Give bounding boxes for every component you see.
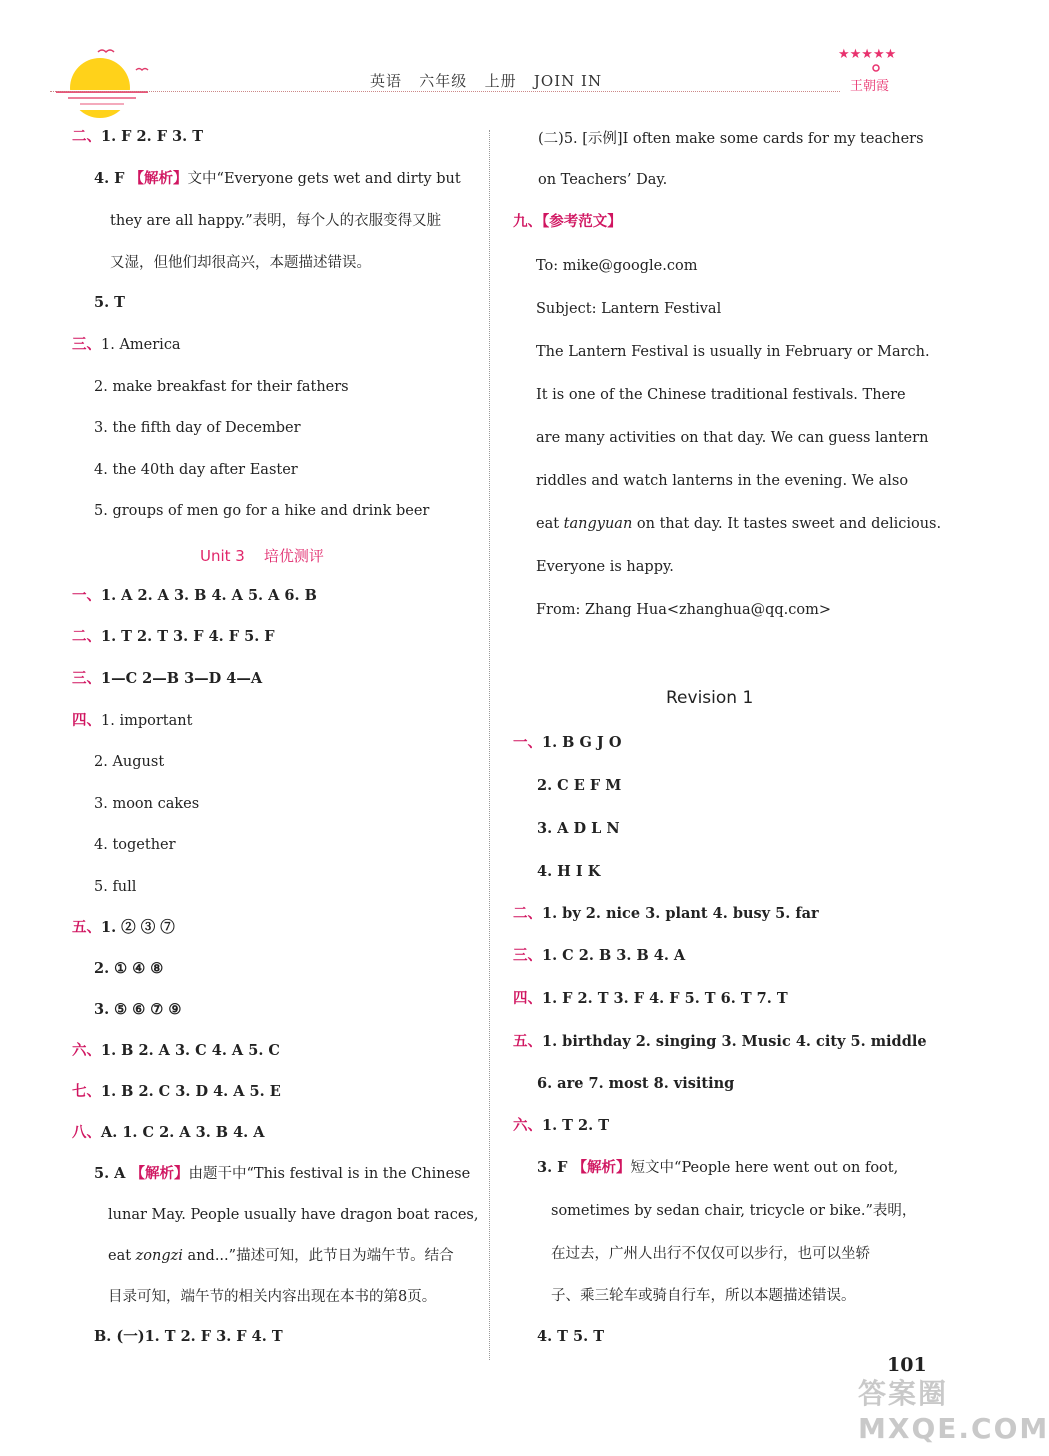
answer-line [72,628,275,646]
section-number: 五、 [513,1033,542,1050]
unit-title: Unit 3 培优测评 [200,547,324,565]
answer-text: 1. A 2. A 3. B 4. A 5. A 6. B [101,587,317,604]
analysis-tag: 【解析】 [572,1159,631,1176]
answer-line [537,1159,898,1177]
answer-line: 2. C E F M [537,777,622,794]
answer-text: 1. B G J O [542,734,622,751]
essay-line: It is one of the Chinese traditional festivals. There [536,387,906,403]
watermark: 答案圈 MXQE.COM [858,1377,1049,1445]
answer-line: B. (一)1. T 2. F 3. F 4. T [94,1328,283,1345]
answer-line: 子、乘三轮车或骑自行车，所以本题描述错误。 [551,1288,856,1304]
section-number: 三、 [72,336,101,353]
answer-line: 3. A D L N [537,820,620,837]
answer-line: (二)5. [示例]I often make some cards for my teachers [538,131,924,147]
essay-line: are many activities on that day. We can guess lantern [536,430,929,446]
answer-text: 1. by 2. nice 3. plant 4. busy 5. far [542,905,819,922]
answer-line: 6. are 7. most 8. visiting [537,1075,735,1092]
answer-line [72,670,262,688]
answer-line: 3. ⑤ ⑥ ⑦ ⑨ [94,1001,182,1018]
answer-text: 1—C 2—B 3—D 4—A [101,670,263,687]
text-part: on that day. It tastes sweet and delicious. [632,516,942,532]
answer-line [72,128,203,146]
analysis-tag: 【解析】 [130,1165,189,1182]
revision-title: Revision 1 [666,688,754,708]
answer-text: 1. B 2. A 3. C 4. A 5. C [101,1042,280,1059]
section-number: 九、 [513,213,542,230]
essay-line: riddles and watch lanterns in the evening. We also [536,473,909,489]
header-title: 英语 六年级 上册 JOIN IN [370,72,603,90]
column-divider [489,130,490,1360]
answer-line: 4. together [94,837,176,853]
answer-line [513,905,819,923]
answer-line: 5. groups of men go for a hike and drink beer [94,503,430,519]
answer-text: 1. C 2. B 3. B 4. A [542,947,686,964]
section-number: 六、 [72,1042,101,1059]
answer-text: A. 1. C 2. A 3. B 4. A [101,1124,265,1141]
answer-line [513,734,621,752]
answer-line: 4. H I K [537,863,601,880]
answer-line [72,1042,280,1060]
logo-text: 王朝霞 [850,79,890,94]
answer-line [513,990,788,1008]
answer-line: they are all happy.”表明，每个人的衣服变得又脏 [110,213,442,229]
sunset-logo [48,40,158,110]
section-number: 六、 [513,1117,542,1134]
answer-line [513,1117,609,1135]
answer-line: 又湿，但他们却很高兴，本题描述错误。 [110,255,371,271]
section-number: 二、 [72,628,101,645]
item-number: 4. F [94,170,130,187]
answer-line: 3. moon cakes [94,796,200,812]
answer-text: 1. F 2. F 3. T [101,128,204,145]
answer-text: 1. F 2. T 3. F 4. F 5. T 6. T 7. T [542,990,788,1007]
answer-text: 1. T 2. T 3. F 4. F 5. F [101,628,275,645]
section-number: 三、 [513,947,542,964]
answer-line: 在过去，广州人出行不仅仅可以步行，也可以坐轿 [551,1246,870,1262]
answer-line [94,1165,470,1183]
essay-line: To: mike@google.com [536,258,698,274]
answer-line: 5. T [94,294,125,311]
answer-text: 由题干中“This festival is in the Chinese [188,1166,471,1182]
answer-line: on Teachers’ Day. [538,172,668,188]
answer-line: 4. the 40th day after Easter [94,462,298,478]
answer-line [72,1124,265,1142]
analysis-tag: 【解析】 [129,170,188,187]
answer-line: 2. make breakfast for their fathers [94,379,349,395]
answer-line: 3. the fifth day of December [94,420,301,436]
section-number: 三、 [72,670,101,687]
section-number: 二、 [513,905,542,922]
section-number: 五、 [72,919,101,936]
answer-line [94,170,461,188]
section-number: 一、 [72,587,101,604]
answer-text: 1. America [101,337,181,353]
answer-text: 1. important [101,713,193,729]
answer-line [72,336,181,354]
answer-line [513,947,685,965]
answer-text: 短文中“People here went out on foot, [630,1160,899,1176]
answer-text: 1. T 2. T [542,1117,609,1134]
section-number: 七、 [72,1083,101,1100]
essay-line: The Lantern Festival is usually in February or March. [536,344,930,360]
essay-line: From: Zhang Hua<zhanghua@qq.com> [536,602,832,618]
svg-text:★★★★★: ★★★★★ [838,47,897,62]
answer-line [72,1083,281,1101]
answer-line: 2. ① ④ ⑧ [94,960,164,977]
stars-logo [836,40,916,100]
section-number: 八、 [72,1124,101,1141]
answer-text: 1. birthday 2. singing 3. Music 4. city 5. middle [542,1033,927,1050]
essay-line: Subject: Lantern Festival [536,301,722,317]
text-part: eat [108,1248,136,1264]
section-number: 二、 [72,128,101,145]
answer-line: 4. T 5. T [537,1328,604,1345]
answer-line: 5. full [94,879,137,895]
item-number: 3. F [537,1159,573,1176]
sample-essay-tag: 【参考范文】 [542,213,622,230]
answer-line [513,213,622,231]
text-part: and...”描述可知，此节日为端午节。结合 [182,1248,454,1264]
answer-line: lunar May. People usually have dragon boat races, [108,1207,479,1223]
section-number: 四、 [513,990,542,1007]
answer-line: 2. August [94,754,165,770]
italic-word: zongzi [135,1248,183,1264]
answer-text: 文中“Everyone gets wet and dirty but [187,171,461,187]
answer-line: 目录可知，端午节的相关内容出现在本书的第8页。 [108,1289,437,1305]
page-header [0,0,1000,110]
section-number: 四、 [72,712,101,729]
answer-line: sometimes by sedan chair, tricycle or bike.”表明， [551,1203,917,1219]
answer-text: 1. B 2. C 3. D 4. A 5. E [101,1083,281,1100]
text-part: eat [536,516,564,532]
answer-text: 1. ② ③ ⑦ [101,919,175,936]
header-rule [50,91,840,92]
essay-line: Everyone is happy. [536,559,674,575]
essay-line [536,515,941,533]
item-number: 5. A [94,1165,131,1182]
answer-line [72,587,317,605]
section-number: 一、 [513,734,542,751]
answer-line [72,919,175,937]
answer-line [108,1247,454,1265]
italic-word: tangyuan [563,516,633,532]
page-number: 101 [887,1354,927,1376]
answer-line [72,712,192,730]
answer-line [513,1033,927,1051]
